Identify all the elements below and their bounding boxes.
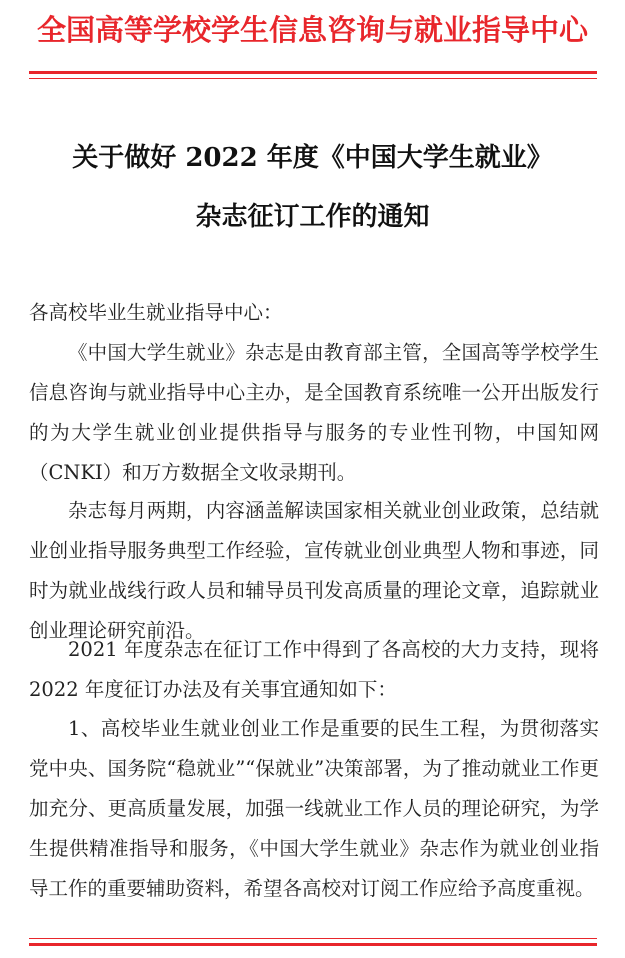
salutation: 各高校毕业生就业指导中心： — [29, 301, 283, 324]
paragraph-text: 1、高校毕业生就业创业工作是重要的民生工程，为贯彻落实党中央、国务院“稳就业”“保就业”决策部署，为了推动就业工作更加充分、更高质量发展，加强一线就业工作人员的理论研究，为学生提供精准指导和服务，《中国大学生就业》杂志作为就业创业指导工作的重要辅助资料，希望各高校对订阅工作应给予高度重视。 — [29, 717, 599, 900]
issuer-header: 全国高等学校学生信息咨询与就业指导中心 — [36, 13, 588, 47]
header-thick-rule — [29, 71, 597, 74]
paragraph-2 — [29, 491, 599, 651]
paragraph-text: 2021 年度杂志在征订工作中得到了各高校的大力支持，现将 2022 年度征订办法及有关事宜通知如下： — [29, 638, 599, 701]
document-title-line-2: 杂志征订工作的通知 — [195, 202, 430, 232]
header-thin-rule — [29, 78, 597, 79]
paragraph-1 — [29, 333, 599, 493]
paragraph-text: 《中国大学生就业》杂志是由教育部主管，全国高等学校学生信息咨询与就业指导中心主办，是全国教育系统唯一公开出版发行的为大学生就业创业提供指导与服务的专业性刊物，中国知网（CNKI）和万方数据全文收录期刊。 — [29, 341, 599, 484]
document-title-line-1: 关于做好 2022 年度《中国大学生就业》 — [72, 143, 553, 173]
footer-thin-rule — [29, 938, 597, 939]
footer-thick-rule — [29, 943, 597, 946]
paragraph-4 — [29, 709, 599, 909]
paragraph-3 — [29, 630, 599, 710]
paragraph-text: 杂志每月两期，内容涵盖解读国家相关就业创业政策，总结就业创业指导服务典型工作经验，宣传就业创业典型人物和事迹，同时为就业战线行政人员和辅导员刊发高质量的理论文章，追踪就业创业理论研究前沿。 — [29, 499, 599, 642]
